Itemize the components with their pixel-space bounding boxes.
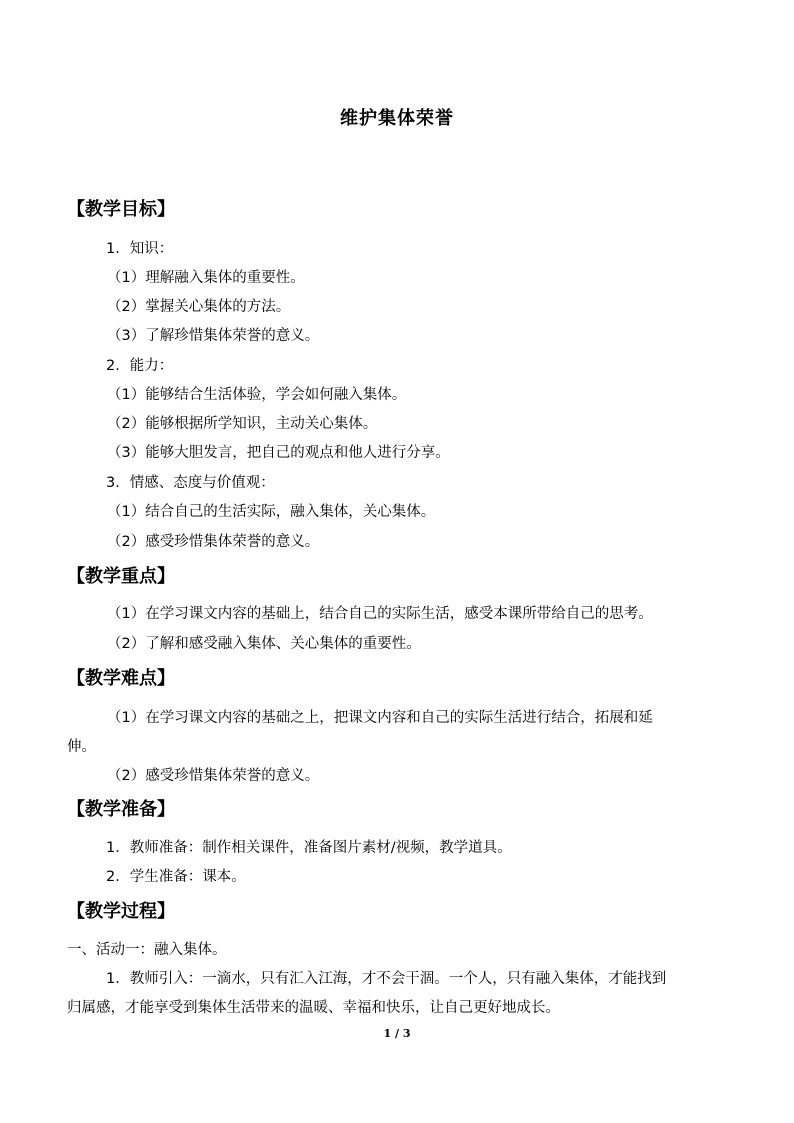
difficulty-line: 伸。 — [67, 739, 96, 755]
difficulty-line: （2）感受珍惜集体荣誉的意义。 — [107, 768, 320, 784]
key-point-line: （1）在学习课文内容的基础上，结合自己的实际生活，感受本课所带给自己的思考。 — [107, 606, 653, 622]
goal-line: （1）能够结合生活体验，学会如何融入集体。 — [107, 387, 407, 403]
difficulty-line: （1）在学习课文内容的基础之上，把课文内容和自己的实际生活进行结合，拓展和延 — [107, 710, 653, 726]
goal-line: （2）能够根据所学知识，主动关心集体。 — [107, 416, 378, 432]
goal-line: 2．能力： — [106, 358, 174, 374]
goal-line: （3）能够大胆发言，把自己的观点和他人进行分享。 — [107, 445, 450, 461]
goal-line: （3）了解珍惜集体荣誉的意义。 — [107, 328, 320, 344]
section-heading-process: 【教学过程】 — [67, 901, 175, 922]
goal-line: （2）感受珍惜集体荣誉的意义。 — [107, 534, 320, 550]
page-number: 1 / 3 — [383, 1027, 411, 1040]
key-point-line: （2）了解和感受融入集体、关心集体的重要性。 — [107, 636, 421, 652]
section-heading-key-points: 【教学重点】 — [67, 566, 175, 587]
goal-line: 1．知识： — [106, 241, 174, 257]
goal-line: （2）掌握关心集体的方法。 — [107, 299, 291, 315]
preparation-line: 2．学生准备：课本。 — [106, 869, 246, 885]
section-heading-difficulties: 【教学难点】 — [67, 668, 175, 689]
process-line: 一、活动一：融入集体。 — [67, 942, 227, 958]
goal-line: （1）理解融入集体的重要性。 — [107, 270, 305, 286]
section-heading-goals: 【教学目标】 — [67, 199, 175, 220]
document-title: 维护集体荣誉 — [340, 108, 454, 129]
process-line: 1．教师引入：一滴水，只有汇入江海，才不会干涸。一个人，只有融入集体，才能找到 — [106, 971, 667, 987]
goal-line: 3．情感、态度与价值观： — [106, 475, 275, 491]
preparation-line: 1．教师准备：制作相关课件，准备图片素材/视频，教学道具。 — [106, 840, 512, 856]
process-line: 归属感，才能享受到集体生活带来的温暖、幸福和快乐，让自己更好地成长。 — [67, 1000, 560, 1016]
section-heading-preparation: 【教学准备】 — [67, 799, 175, 820]
goal-line: （1）结合自己的生活实际，融入集体，关心集体。 — [107, 504, 436, 520]
